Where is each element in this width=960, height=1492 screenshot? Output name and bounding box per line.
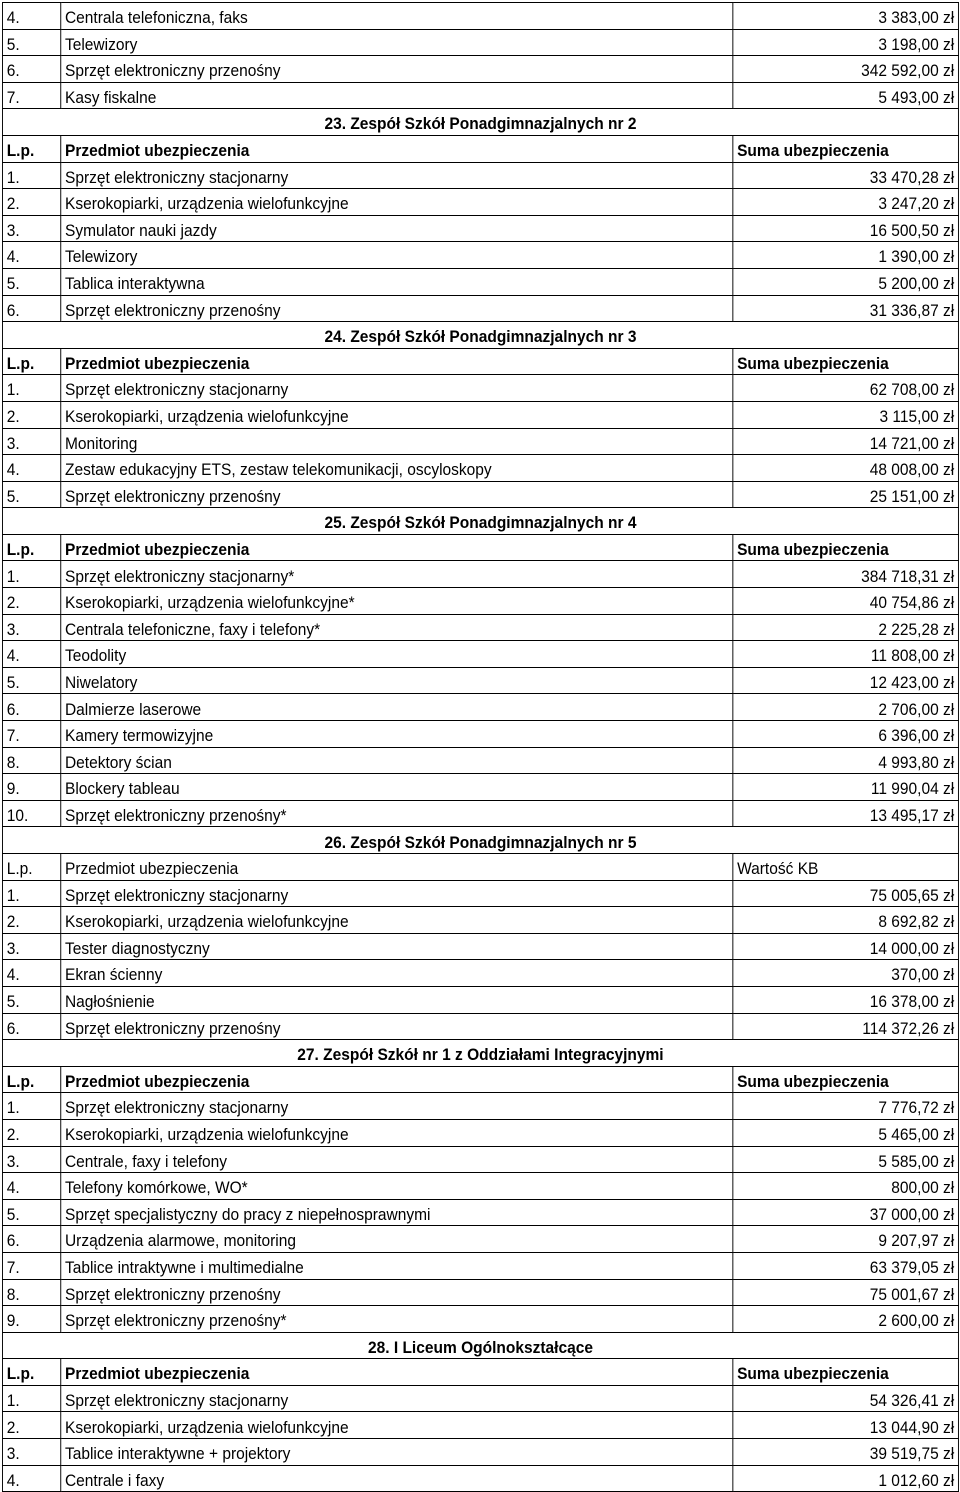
insured-amount: 2 706,00 zł bbox=[733, 694, 959, 721]
header-item: Przedmiot ubezpieczenia bbox=[61, 135, 733, 162]
row-number: 8. bbox=[2, 747, 60, 774]
insured-amount: 48 008,00 zł bbox=[733, 455, 959, 482]
item-name: Kserokopiarki, urządzenia wielofunkcyjne bbox=[61, 1119, 733, 1146]
section-title-row bbox=[2, 827, 958, 854]
insured-amount: 37 000,00 zł bbox=[733, 1199, 959, 1226]
table-row bbox=[2, 455, 958, 482]
section-title-row bbox=[2, 1332, 958, 1359]
row-number: 3. bbox=[2, 1146, 60, 1173]
table-row bbox=[2, 242, 958, 269]
item-name: Symulator nauki jazdy bbox=[61, 215, 733, 242]
row-number: 6. bbox=[2, 295, 60, 322]
table-row bbox=[2, 747, 958, 774]
row-number: 1. bbox=[2, 1385, 60, 1412]
insured-amount: 3 383,00 zł bbox=[733, 3, 959, 30]
table-row bbox=[2, 82, 958, 109]
item-name: Telewizory bbox=[61, 242, 733, 269]
insured-amount: 39 519,75 zł bbox=[733, 1439, 959, 1466]
item-name: Dalmierze laserowe bbox=[61, 694, 733, 721]
row-number: 2. bbox=[2, 401, 60, 428]
table-row bbox=[2, 1013, 958, 1040]
row-number: 2. bbox=[2, 907, 60, 934]
table-row bbox=[2, 1439, 958, 1466]
item-name: Sprzęt elektroniczny przenośny* bbox=[61, 1306, 733, 1333]
insured-amount: 9 207,97 zł bbox=[733, 1226, 959, 1253]
header-lp: L.p. bbox=[2, 1359, 60, 1386]
table-row bbox=[2, 641, 958, 668]
item-name: Monitoring bbox=[61, 428, 733, 455]
item-name: Blockery tableau bbox=[61, 774, 733, 801]
table-row bbox=[2, 1412, 958, 1439]
table-row bbox=[2, 588, 958, 615]
row-number: 3. bbox=[2, 428, 60, 455]
table-row bbox=[2, 428, 958, 455]
insured-amount: 40 754,86 zł bbox=[733, 588, 959, 615]
section-title: 27. Zespół Szkół nr 1 z Oddziałami Integracyjnymi bbox=[2, 1040, 958, 1067]
header-lp: L.p. bbox=[2, 534, 60, 561]
row-number: 6. bbox=[2, 56, 60, 83]
insured-amount: 5 465,00 zł bbox=[733, 1119, 959, 1146]
header-value: Suma ubezpieczenia bbox=[733, 1066, 959, 1093]
item-name: Kamery termowizyjne bbox=[61, 721, 733, 748]
row-number: 4. bbox=[2, 3, 60, 30]
row-number: 3. bbox=[2, 1439, 60, 1466]
row-number: 4. bbox=[2, 1465, 60, 1492]
row-number: 5. bbox=[2, 986, 60, 1013]
insured-amount: 5 585,00 zł bbox=[733, 1146, 959, 1173]
row-number: 3. bbox=[2, 933, 60, 960]
section-title-row bbox=[2, 322, 958, 349]
table-row bbox=[2, 268, 958, 295]
insured-amount: 33 470,28 zł bbox=[733, 162, 959, 189]
column-header-row bbox=[2, 1066, 958, 1093]
row-number: 2. bbox=[2, 1119, 60, 1146]
table-row bbox=[2, 907, 958, 934]
table-row bbox=[2, 162, 958, 189]
table-row bbox=[2, 1226, 958, 1253]
row-number: 10. bbox=[2, 800, 60, 827]
row-number: 9. bbox=[2, 774, 60, 801]
header-value: Suma ubezpieczenia bbox=[733, 135, 959, 162]
item-name: Detektory ścian bbox=[61, 747, 733, 774]
insured-amount: 2 600,00 zł bbox=[733, 1306, 959, 1333]
column-header-row bbox=[2, 534, 958, 561]
table-row bbox=[2, 986, 958, 1013]
item-name: Sprzęt elektroniczny przenośny bbox=[61, 1013, 733, 1040]
section-title-row bbox=[2, 1040, 958, 1067]
column-header-row bbox=[2, 348, 958, 375]
row-number: 1. bbox=[2, 162, 60, 189]
insured-amount: 63 379,05 zł bbox=[733, 1252, 959, 1279]
item-name: Zestaw edukacyjny ETS, zestaw telekomunikacji, oscyloskopy bbox=[61, 455, 733, 482]
item-name: Sprzęt elektroniczny przenośny bbox=[61, 295, 733, 322]
item-name: Telefony komórkowe, WO* bbox=[61, 1173, 733, 1200]
insured-amount: 114 372,26 zł bbox=[733, 1013, 959, 1040]
item-name: Tablice intraktywne i multimedialne bbox=[61, 1252, 733, 1279]
row-number: 4. bbox=[2, 455, 60, 482]
insured-amount: 4 993,80 zł bbox=[733, 747, 959, 774]
insured-amount: 7 776,72 zł bbox=[733, 1093, 959, 1120]
insured-amount: 5 493,00 zł bbox=[733, 82, 959, 109]
item-name: Ekran ścienny bbox=[61, 960, 733, 987]
row-number: 5. bbox=[2, 481, 60, 508]
insured-amount: 62 708,00 zł bbox=[733, 375, 959, 402]
insured-amount: 370,00 zł bbox=[733, 960, 959, 987]
table-row bbox=[2, 3, 958, 30]
insured-amount: 75 001,67 zł bbox=[733, 1279, 959, 1306]
table-row bbox=[2, 295, 958, 322]
table-row bbox=[2, 774, 958, 801]
section-title: 24. Zespół Szkół Ponadgimnazjalnych nr 3 bbox=[2, 322, 958, 349]
item-name: Sprzęt elektroniczny przenośny bbox=[61, 1279, 733, 1306]
header-lp: L.p. bbox=[2, 854, 60, 881]
table-row bbox=[2, 1252, 958, 1279]
row-number: 2. bbox=[2, 1412, 60, 1439]
insured-amount: 13 044,90 zł bbox=[733, 1412, 959, 1439]
table-row bbox=[2, 1119, 958, 1146]
insured-amount: 342 592,00 zł bbox=[733, 56, 959, 83]
insured-amount: 31 336,87 zł bbox=[733, 295, 959, 322]
header-item: Przedmiot ubezpieczenia bbox=[61, 1066, 733, 1093]
header-value: Suma ubezpieczenia bbox=[733, 1359, 959, 1386]
item-name: Kserokopiarki, urządzenia wielofunkcyjne bbox=[61, 189, 733, 216]
table-row bbox=[2, 561, 958, 588]
row-number: 7. bbox=[2, 82, 60, 109]
column-header-row bbox=[2, 1359, 958, 1386]
row-number: 2. bbox=[2, 588, 60, 615]
table-row bbox=[2, 1199, 958, 1226]
header-lp: L.p. bbox=[2, 1066, 60, 1093]
insurance-table bbox=[2, 2, 959, 1492]
section-title-row bbox=[2, 109, 958, 136]
item-name: Niwelatory bbox=[61, 667, 733, 694]
insured-amount: 13 495,17 zł bbox=[733, 800, 959, 827]
item-name: Kserokopiarki, urządzenia wielofunkcyjne bbox=[61, 907, 733, 934]
row-number: 6. bbox=[2, 1226, 60, 1253]
item-name: Sprzęt elektroniczny przenośny bbox=[61, 56, 733, 83]
insured-amount: 11 808,00 zł bbox=[733, 641, 959, 668]
row-number: 3. bbox=[2, 614, 60, 641]
header-value: Suma ubezpieczenia bbox=[733, 348, 959, 375]
item-name: Centrale, faxy i telefony bbox=[61, 1146, 733, 1173]
table-row bbox=[2, 375, 958, 402]
row-number: 1. bbox=[2, 880, 60, 907]
row-number: 6. bbox=[2, 1013, 60, 1040]
item-name: Centrale i faxy bbox=[61, 1465, 733, 1492]
insured-amount: 14 000,00 zł bbox=[733, 933, 959, 960]
insured-amount: 75 005,65 zł bbox=[733, 880, 959, 907]
header-lp: L.p. bbox=[2, 135, 60, 162]
insured-amount: 11 990,04 zł bbox=[733, 774, 959, 801]
insured-amount: 12 423,00 zł bbox=[733, 667, 959, 694]
section-title: 25. Zespół Szkół Ponadgimnazjalnych nr 4 bbox=[2, 508, 958, 535]
header-lp: L.p. bbox=[2, 348, 60, 375]
insured-amount: 3 198,00 zł bbox=[733, 29, 959, 56]
row-number: 4. bbox=[2, 641, 60, 668]
header-item: Przedmiot ubezpieczenia bbox=[61, 1359, 733, 1386]
item-name: Sprzęt elektroniczny stacjonarny* bbox=[61, 561, 733, 588]
row-number: 4. bbox=[2, 1173, 60, 1200]
insured-amount: 16 500,50 zł bbox=[733, 215, 959, 242]
item-name: Centrala telefoniczna, faks bbox=[61, 3, 733, 30]
item-name: Centrala telefoniczne, faxy i telefony* bbox=[61, 614, 733, 641]
table-row bbox=[2, 1173, 958, 1200]
table-row bbox=[2, 880, 958, 907]
header-value: Suma ubezpieczenia bbox=[733, 534, 959, 561]
table-row bbox=[2, 189, 958, 216]
table-row bbox=[2, 1093, 958, 1120]
row-number: 9. bbox=[2, 1306, 60, 1333]
insured-amount: 8 692,82 zł bbox=[733, 907, 959, 934]
table-row bbox=[2, 933, 958, 960]
row-number: 1. bbox=[2, 375, 60, 402]
table-row bbox=[2, 614, 958, 641]
item-name: Kasy fiskalne bbox=[61, 82, 733, 109]
insured-amount: 3 115,00 zł bbox=[733, 401, 959, 428]
header-item: Przedmiot ubezpieczenia bbox=[61, 534, 733, 561]
header-value: Wartość KB bbox=[733, 854, 959, 881]
row-number: 5. bbox=[2, 268, 60, 295]
table-row bbox=[2, 960, 958, 987]
insured-amount: 6 396,00 zł bbox=[733, 721, 959, 748]
insured-amount: 5 200,00 zł bbox=[733, 268, 959, 295]
row-number: 5. bbox=[2, 667, 60, 694]
item-name: Sprzęt elektroniczny przenośny* bbox=[61, 800, 733, 827]
header-item: Przedmiot ubezpieczenia bbox=[61, 854, 733, 881]
item-name: Sprzęt elektroniczny stacjonarny bbox=[61, 162, 733, 189]
row-number: 4. bbox=[2, 242, 60, 269]
item-name: Sprzęt elektroniczny stacjonarny bbox=[61, 880, 733, 907]
row-number: 1. bbox=[2, 561, 60, 588]
insured-amount: 1 012,60 zł bbox=[733, 1465, 959, 1492]
table-row bbox=[2, 215, 958, 242]
row-number: 3. bbox=[2, 215, 60, 242]
item-name: Kserokopiarki, urządzenia wielofunkcyjne bbox=[61, 1412, 733, 1439]
insured-amount: 3 247,20 zł bbox=[733, 189, 959, 216]
item-name: Urządzenia alarmowe, monitoring bbox=[61, 1226, 733, 1253]
insured-amount: 384 718,31 zł bbox=[733, 561, 959, 588]
insured-amount: 800,00 zł bbox=[733, 1173, 959, 1200]
row-number: 1. bbox=[2, 1093, 60, 1120]
insured-amount: 14 721,00 zł bbox=[733, 428, 959, 455]
section-title: 23. Zespół Szkół Ponadgimnazjalnych nr 2 bbox=[2, 109, 958, 136]
row-number: 7. bbox=[2, 721, 60, 748]
table-row bbox=[2, 694, 958, 721]
section-title: 26. Zespół Szkół Ponadgimnazjalnych nr 5 bbox=[2, 827, 958, 854]
item-name: Nagłośnienie bbox=[61, 986, 733, 1013]
item-name: Tablica interaktywna bbox=[61, 268, 733, 295]
table-row bbox=[2, 721, 958, 748]
row-number: 2. bbox=[2, 189, 60, 216]
item-name: Sprzęt elektroniczny stacjonarny bbox=[61, 1385, 733, 1412]
item-name: Sprzęt elektroniczny stacjonarny bbox=[61, 1093, 733, 1120]
insured-amount: 25 151,00 zł bbox=[733, 481, 959, 508]
insured-amount: 54 326,41 zł bbox=[733, 1385, 959, 1412]
table-row bbox=[2, 481, 958, 508]
item-name: Tablice interaktywne + projektory bbox=[61, 1439, 733, 1466]
table-row bbox=[2, 667, 958, 694]
table-row bbox=[2, 56, 958, 83]
column-header-row bbox=[2, 135, 958, 162]
table-row bbox=[2, 1385, 958, 1412]
table-row bbox=[2, 1465, 958, 1492]
item-name: Teodolity bbox=[61, 641, 733, 668]
row-number: 5. bbox=[2, 1199, 60, 1226]
section-title: 28. I Liceum Ogólnokształcące bbox=[2, 1332, 958, 1359]
item-name: Tester diagnostyczny bbox=[61, 933, 733, 960]
item-name: Kserokopiarki, urządzenia wielofunkcyjne* bbox=[61, 588, 733, 615]
table-row bbox=[2, 1146, 958, 1173]
row-number: 7. bbox=[2, 1252, 60, 1279]
insured-amount: 1 390,00 zł bbox=[733, 242, 959, 269]
section-title-row bbox=[2, 508, 958, 535]
item-name: Telewizory bbox=[61, 29, 733, 56]
item-name: Sprzęt specjalistyczny do pracy z niepełnosprawnymi bbox=[61, 1199, 733, 1226]
header-item: Przedmiot ubezpieczenia bbox=[61, 348, 733, 375]
table-row bbox=[2, 401, 958, 428]
table-row bbox=[2, 29, 958, 56]
insured-amount: 2 225,28 zł bbox=[733, 614, 959, 641]
table-row bbox=[2, 800, 958, 827]
row-number: 4. bbox=[2, 960, 60, 987]
item-name: Sprzęt elektroniczny przenośny bbox=[61, 481, 733, 508]
insured-amount: 16 378,00 zł bbox=[733, 986, 959, 1013]
column-header-row bbox=[2, 854, 958, 881]
item-name: Sprzęt elektroniczny stacjonarny bbox=[61, 375, 733, 402]
table-row bbox=[2, 1306, 958, 1333]
row-number: 6. bbox=[2, 694, 60, 721]
item-name: Kserokopiarki, urządzenia wielofunkcyjne bbox=[61, 401, 733, 428]
row-number: 8. bbox=[2, 1279, 60, 1306]
row-number: 5. bbox=[2, 29, 60, 56]
table-row bbox=[2, 1279, 958, 1306]
